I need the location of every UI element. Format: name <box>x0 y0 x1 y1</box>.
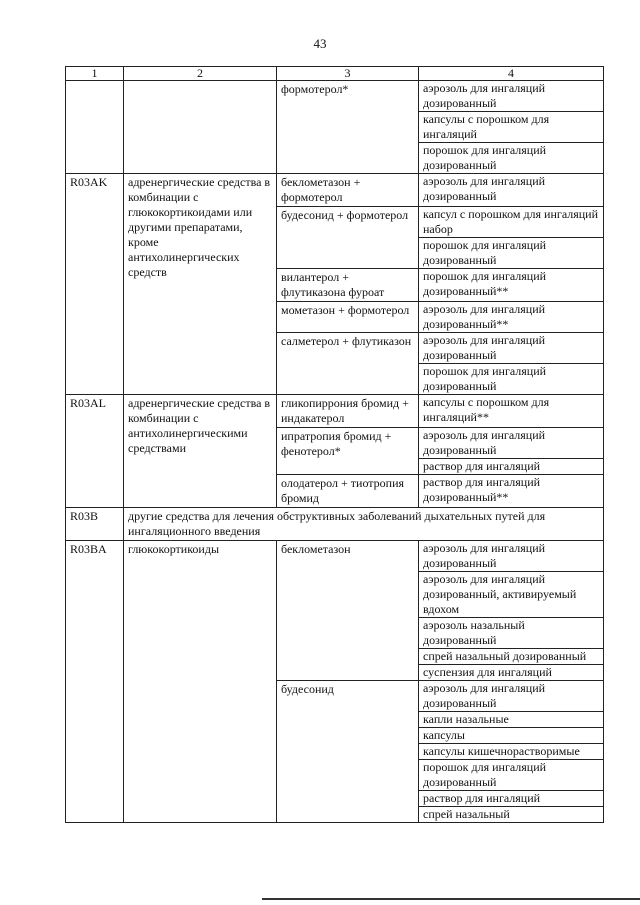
dosage-form: аэрозоль для ингаляций дозированный <box>423 174 546 203</box>
page-number: 43 <box>313 36 327 51</box>
table-body <box>66 81 604 823</box>
atc-code: R03BA <box>66 541 124 823</box>
table-row <box>66 174 604 207</box>
dosage-form: спрей назальный <box>419 806 603 822</box>
table-row <box>66 395 604 428</box>
dosage-forms <box>419 428 604 475</box>
drug-name: ипратропия бромид + фенотерол* <box>277 428 419 475</box>
dosage-form: раствор для ингаляций <box>419 790 603 806</box>
atc-code: R03AK <box>66 174 124 395</box>
dosage-form: аэрозоль для ингаляций дозированный <box>423 333 546 362</box>
dosage-form: порошок для ингаляций дозированный <box>419 759 603 790</box>
dosage-form: капсулы <box>419 727 603 743</box>
drug-name: беклометазон + формотерол <box>277 174 419 207</box>
group-name: адренергические средства в комбинации с антихолинергическими средствами <box>124 395 277 508</box>
group-name <box>124 81 277 174</box>
dosage-forms <box>419 333 604 395</box>
dosage-form: порошок для ингаляций дозированный <box>419 142 603 173</box>
dosage-forms <box>419 207 604 269</box>
group-name: адренергические средства в комбинации с глюкокортикоидами или другими препаратами, кроме антихолинергических средств <box>124 174 277 395</box>
drug-name: вилантерол + флутиказона фуроат <box>277 269 419 302</box>
atc-code: R03B <box>66 508 124 541</box>
header-col-2: 2 <box>124 67 277 81</box>
dosage-forms <box>419 681 604 823</box>
section-title: другие средства для лечения обструктивных заболеваний дыхательных путей для ингаляционного введения <box>124 508 604 541</box>
drug-name: будесонид + формотерол <box>277 207 419 269</box>
dosage-forms <box>419 81 604 174</box>
dosage-form: порошок для ингаляций дозированный <box>419 237 603 268</box>
header-col-4: 4 <box>419 67 604 81</box>
drug-name: гликопиррония бромид + индакатерол <box>277 395 419 428</box>
dosage-forms <box>419 174 604 207</box>
dosage-forms <box>419 269 604 302</box>
drug-name: мометазон + формотерол <box>277 302 419 333</box>
dosage-forms <box>419 302 604 333</box>
drug-name: беклометазон <box>277 541 419 681</box>
header-row <box>66 67 604 81</box>
dosage-form: капсулы кишечнорастворимые <box>419 743 603 759</box>
drug-name: формотерол* <box>277 81 419 174</box>
drug-name: салметерол + флутиказон <box>277 333 419 395</box>
dosage-form: аэрозоль для ингаляций дозированный, активируемый вдохом <box>419 571 603 617</box>
dosage-form: порошок для ингаляций дозированный <box>419 363 603 394</box>
drug-name: будесонид <box>277 681 419 823</box>
dosage-form: аэрозоль для ингаляций дозированный** <box>423 302 546 331</box>
header-col-1: 1 <box>66 67 124 81</box>
dosage-form: капсулы с порошком для ингаляций <box>419 111 603 142</box>
atc-code: R03AL <box>66 395 124 508</box>
dosage-forms <box>419 541 604 681</box>
dosage-form: раствор для ингаляций дозированный** <box>423 475 541 504</box>
group-name: глюкокортикоиды <box>124 541 277 823</box>
dosage-form: аэрозоль назальный дозированный <box>419 617 603 648</box>
dosage-form: раствор для ингаляций <box>419 458 603 474</box>
atc-code <box>66 81 124 174</box>
dosage-form: капсулы с порошком для ингаляций** <box>423 395 550 424</box>
header-col-3: 3 <box>277 67 419 81</box>
dosage-form: аэрозоль для ингаляций дозированный <box>423 81 546 110</box>
dosage-form: капсул с порошком для ингаляций набор <box>423 207 599 236</box>
bottom-rule <box>262 898 640 900</box>
table-row <box>66 541 604 681</box>
drug-name: олодатерол + тиотропия бромид <box>277 475 419 508</box>
dosage-form: аэрозоль для ингаляций дозированный <box>423 428 546 457</box>
dosage-form: аэрозоль для ингаляций дозированный <box>423 541 546 570</box>
dosage-form: аэрозоль для ингаляций дозированный <box>423 681 546 710</box>
dosage-form: суспензия для ингаляций <box>419 664 603 680</box>
medication-table <box>65 66 604 823</box>
table-row <box>66 508 604 541</box>
dosage-form: спрей назальный дозированный <box>419 648 603 664</box>
table-row <box>66 81 604 174</box>
dosage-forms <box>419 395 604 428</box>
dosage-form: капли назальные <box>419 711 603 727</box>
dosage-forms <box>419 475 604 508</box>
dosage-form: порошок для ингаляций дозированный** <box>423 269 547 298</box>
